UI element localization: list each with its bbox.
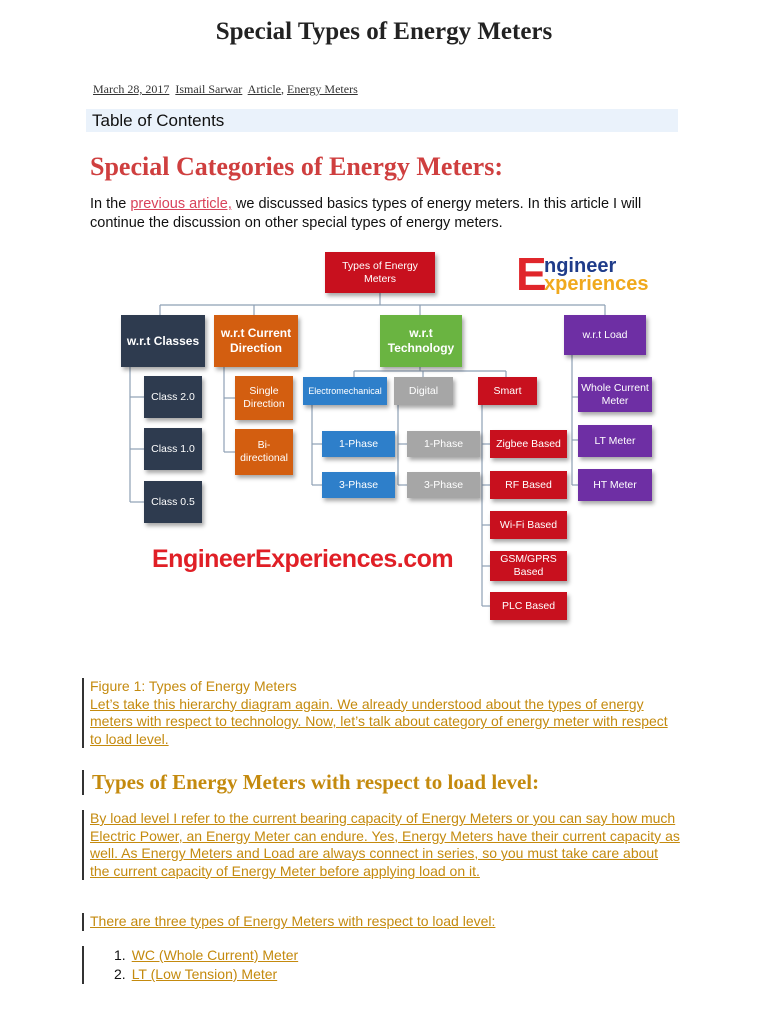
load-level-paragraph: By load level I refer to the current bearing capacity of Energy Meters or you can say how much Electric Power, an Energy Meter can endure. Yes, Energy Meters have their current capacity as well. As Energy Meters and Load are always connect in series, so you must take care about the current capacity of Energy Meter before applying load on it.: [82, 810, 680, 880]
lt-meter-link[interactable]: LT (Low Tension) Meter: [131, 966, 278, 982]
list-item: 2. LT (Low Tension) Meter: [114, 966, 278, 982]
intro-paragraph: In the previous article, we discussed basics types of energy meters. In this article I will continue the discussion on other special types of energy meters.: [90, 196, 642, 231]
technology-box: w.r.t Technology: [380, 315, 462, 367]
smart-item: Wi-Fi Based: [490, 511, 567, 539]
electromechanical-box: Electromechanical: [303, 377, 387, 405]
load-item: Whole Current Meter: [578, 377, 652, 412]
hierarchy-paragraph: Let’s take this hierarchy diagram again. We already understood about the types of energy meters with respect to technology. Now, let’s talk about category of energy meter with respect to load level.: [90, 695, 668, 747]
smart-item: GSM/GPRS Based: [490, 551, 567, 581]
smart-box: Smart: [478, 377, 537, 405]
current-item: Single Direction: [235, 376, 293, 420]
load-box: w.r.t Load: [564, 315, 646, 355]
load-item: LT Meter: [578, 425, 652, 457]
list-item: 1. WC (Whole Current) Meter: [114, 947, 299, 963]
post-meta: March 28, 2017 Ismail Sarwar Article, Energy Meters: [93, 82, 358, 96]
smart-item: Zigbee Based: [490, 430, 567, 458]
digital-item: 1-Phase: [407, 431, 480, 457]
current-item: Bi-directional: [235, 429, 293, 475]
three-types-paragraph: There are three types of Energy Meters with respect to load level:: [82, 913, 672, 931]
page-title: Special Types of Energy Meters: [215, 18, 553, 45]
engineer-experiences-logo: E ngineer xperiences: [516, 248, 649, 300]
class-item: Class 1.0: [144, 428, 202, 470]
classes-box: w.r.t Classes: [121, 315, 205, 367]
wc-meter-link[interactable]: WC (Whole Current) Meter: [131, 947, 299, 963]
root-box: Types of Energy Meters: [325, 252, 435, 293]
previous-article-link[interactable]: previous article,: [130, 196, 232, 212]
meter-type-list: [82, 946, 298, 984]
category-energy-meters-link[interactable]: Energy Meters: [286, 82, 358, 96]
current-direction-box: w.r.t Current Direction: [214, 315, 298, 367]
electromechanical-item: 3-Phase: [322, 472, 395, 498]
site-banner: EngineerExperiences.com: [152, 545, 454, 573]
section-title: Special Categories of Energy Meters:: [90, 152, 503, 181]
smart-item: RF Based: [490, 471, 567, 499]
smart-item: PLC Based: [490, 592, 567, 620]
figure-caption: Figure 1: Types of Energy Meters: [90, 678, 297, 694]
energy-meter-hierarchy-diagram: [100, 245, 680, 630]
post-date-link[interactable]: March 28, 2017: [93, 82, 170, 96]
table-of-contents-toggle[interactable]: Table of Contents: [86, 109, 678, 132]
digital-box: Digital: [394, 377, 453, 405]
author-link[interactable]: Ismail Sarwar: [175, 82, 243, 96]
load-item: HT Meter: [578, 469, 652, 501]
class-item: Class 0.5: [144, 481, 202, 523]
figure-caption-block: [82, 678, 672, 748]
load-level-heading: Types of Energy Meters with respect to load level:: [82, 770, 539, 795]
electromechanical-item: 1-Phase: [322, 431, 395, 457]
category-article-link[interactable]: Article: [247, 82, 281, 96]
class-item: Class 2.0: [144, 376, 202, 418]
digital-item: 3-Phase: [407, 472, 480, 498]
